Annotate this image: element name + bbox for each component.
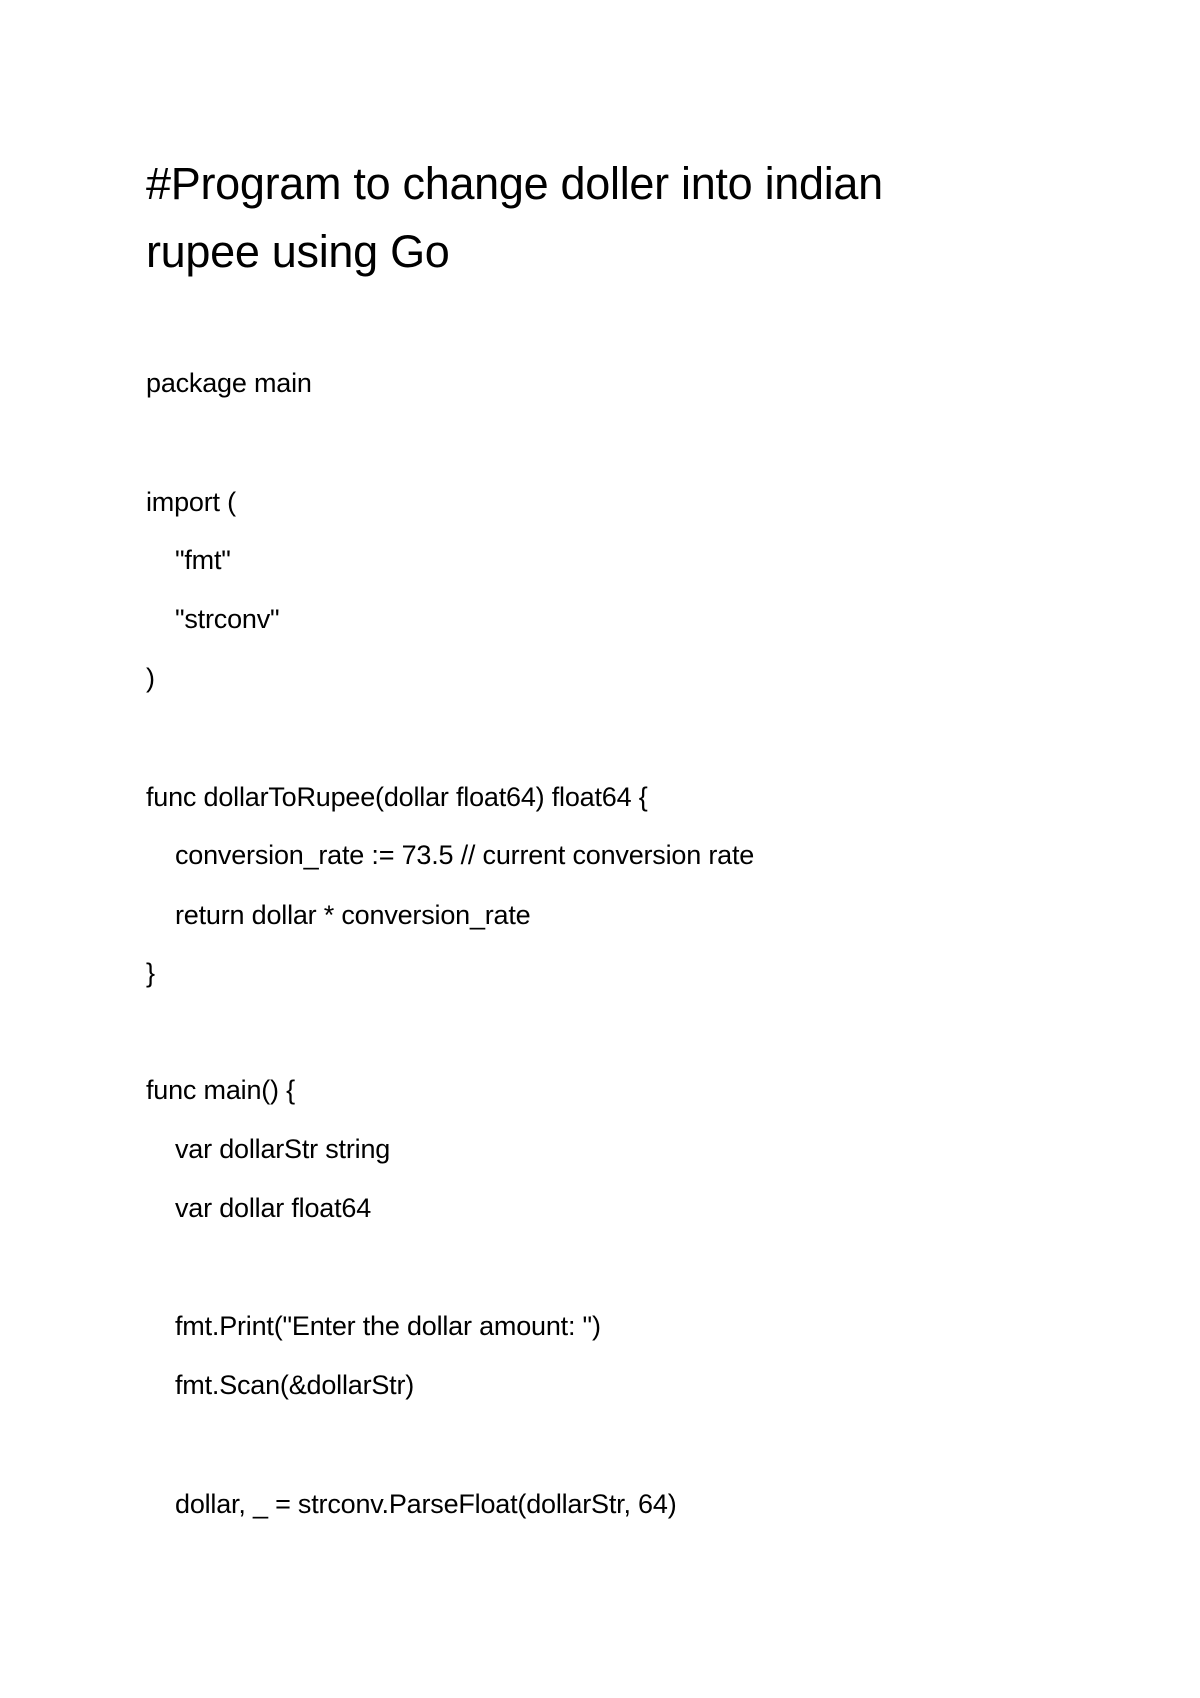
return-statement: return dollar * conversion_rate [175,900,531,930]
package-declaration: package main [146,368,312,398]
title-line-1: #Program to change doller into indian [146,158,883,209]
conversion-rate-line: conversion_rate := 73.5 // current conversion rate [175,840,755,870]
parse-float-line: dollar, _ = strconv.ParseFloat(dollarStr, 64) [175,1489,677,1519]
import-strconv: "strconv" [175,604,280,634]
print-prompt-line: fmt.Print("Enter the dollar amount: ") [175,1311,601,1341]
main-function: func main() { [146,1075,295,1105]
import-open: import ( [146,487,236,517]
dollar-variable: var dollar float64 [175,1193,372,1223]
document-title [146,150,1046,286]
dollar-string-variable: var dollarStr string [175,1134,391,1164]
title-line-2: rupee using Go [146,226,450,277]
scan-input-line: fmt.Scan(&dollarStr) [175,1370,415,1400]
function-close: } [146,958,155,988]
import-fmt: "fmt" [175,545,231,575]
import-close: ) [146,663,155,693]
dollar-to-rupee-function: func dollarToRupee(dollar float64) float64 { [146,782,648,812]
